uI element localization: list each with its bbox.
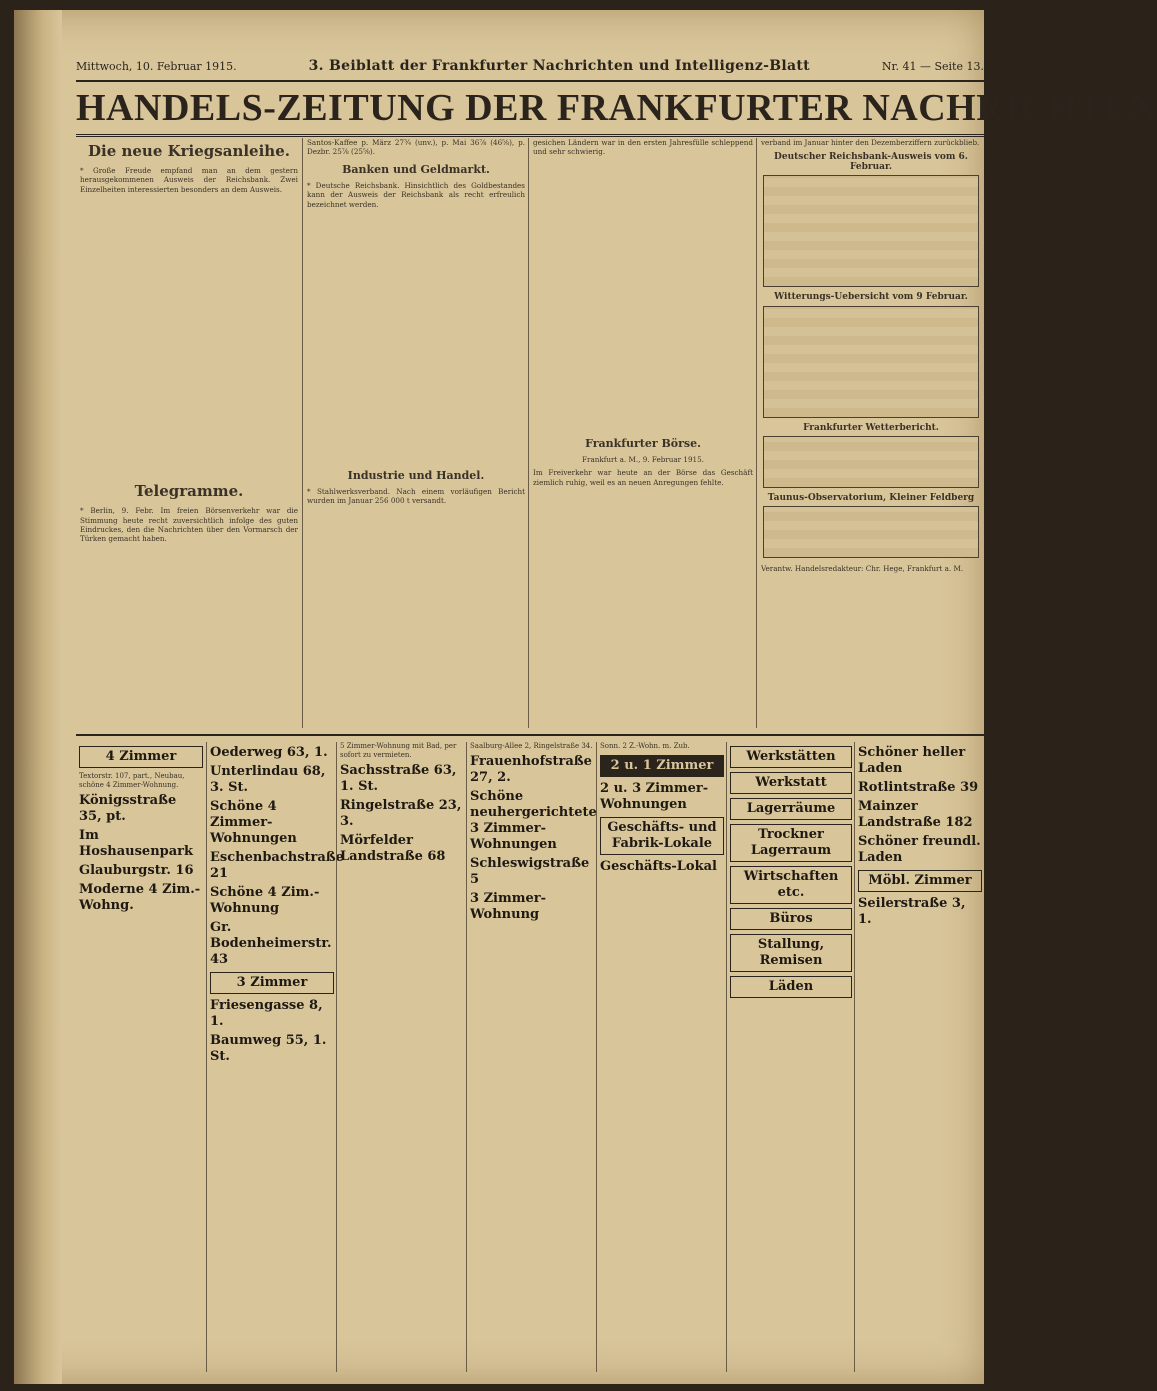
- ad-heading: Königsstraße 35, pt.: [79, 793, 177, 824]
- article-text: verband im Januar hinter den Dezemberziffern zurückblieb.: [761, 138, 980, 147]
- article-text: Santos-Kaffee p. März 27¾ (unv.), p. Mai 36⅞ (46⅝), p. Dezbr. 25⅞ (25⅝).: [307, 138, 525, 157]
- page-header: [76, 55, 984, 77]
- headline-telegramme: Telegramme.: [134, 482, 244, 501]
- ads-column-6: [726, 742, 855, 1372]
- headline-banken: Banken und Geldmarkt.: [342, 162, 490, 176]
- ad-heading: Schöner heller Laden: [858, 745, 966, 776]
- dateline: Frankfurt a. M., 9. Februar 1915.: [582, 454, 704, 464]
- ad-heading: Unterlindau 68, 3. St.: [210, 764, 326, 795]
- article-body: [303, 213, 529, 463]
- ad-section-header: Trockner Lagerraum: [730, 824, 852, 862]
- ad-heading: Ringelstraße 23, 3.: [340, 798, 462, 829]
- ad-text: Saalburg-Allee 2, Ringelstraße 34.: [470, 742, 593, 750]
- page-binding-edge: [14, 10, 62, 1384]
- observatory-table: [763, 506, 979, 558]
- masthead-title: HANDELS-ZEITUNG DER FRANKFURTER NACHRICHTEN: [76, 80, 984, 137]
- ad-section-header: Stallung, Remisen: [730, 934, 852, 972]
- newspaper-page: [14, 10, 1157, 1384]
- ad-section-header: 2 u. 1 Zimmer: [600, 755, 724, 777]
- ad-section-header: Läden: [730, 976, 852, 998]
- ads-column-4: [466, 742, 597, 1372]
- article-text: * Große Freude empfand man an dem gestern herausgekommenen Ausweis der Reichsbank. Zwei Einzelheiten interessierten besonders an dem Ausweis.: [80, 166, 298, 194]
- ad-section-header: Werkstatt: [730, 772, 852, 794]
- ad-heading: Eschenbachstraße 21: [210, 850, 344, 881]
- issue-number: Nr. 41 — Seite 13.: [881, 59, 984, 73]
- ad-section-header: Werkstätten: [730, 746, 852, 768]
- table-title: Deutscher Reichsbank-Ausweis vom 6. Februar.: [774, 152, 968, 172]
- ad-text: Sonn. 2 Z.-Wohn. m. Zub.: [600, 742, 690, 750]
- weather-table: [763, 306, 979, 418]
- ad-section-header: 3 Zimmer: [210, 972, 334, 994]
- article-text: Im Freiverkehr war heute an der Börse das Geschäft ziemlich ruhig, weil es an neuen Anregungen fehlte.: [533, 468, 753, 487]
- ads-column-3: [336, 742, 467, 1372]
- ad-section-header: Geschäfts- und Fabrik-Lokale: [600, 817, 724, 855]
- classified-ads: [76, 734, 984, 1376]
- column-2: [302, 138, 529, 728]
- ad-heading: Frauenhofstraße 27, 2.: [470, 754, 592, 785]
- column-1: [76, 138, 302, 728]
- ad-heading: Baumweg 55, 1. St.: [210, 1033, 327, 1064]
- table-title: Taunus-Observatorium, Kleiner Feldberg: [767, 493, 975, 504]
- table-title: Witterungs-Uebersicht vom 9 Februar.: [774, 292, 968, 303]
- ads-column-2: [206, 742, 344, 1372]
- article-text: * Berlin, 9. Febr. Im freien Börsenverkehr war die Stimmung heute recht zuversichtlich infolge des guten Eindruckes, den die Nachrichten über den Vormarsch der Türken gemacht haben.: [80, 506, 298, 544]
- article-text: * Deutsche Reichsbank. Hinsichtlich des Goldbestandes kann der Ausweis der Reichsbank als recht erfreulich bezeichnet werden.: [307, 180, 525, 209]
- ad-heading: Im Hoshausenpark: [79, 828, 194, 859]
- ad-heading: Oederweg 63, 1.: [210, 745, 328, 760]
- ad-section-header: 4 Zimmer: [79, 746, 203, 768]
- ad-section-header: Lagerräume: [730, 798, 852, 820]
- ad-heading: Glauburgstr. 16: [79, 863, 194, 878]
- ad-section-header: Büros: [730, 908, 852, 930]
- article-text: * Stahlwerksverband. Nach einem vorläufigen Bericht wurden im Januar 256 000 t versandt.: [307, 487, 525, 506]
- ads-column-7: [854, 742, 985, 1372]
- editor-credit: Verantw. Handelsredakteur: Chr. Hege, Frankfurt a. M.: [761, 564, 964, 574]
- headline-kriegsanleihe: Die neue Kriegsanleihe.: [88, 142, 290, 160]
- ad-heading: Mainzer Landstraße 182: [858, 799, 973, 830]
- ad-heading: Geschäfts-Lokal: [600, 859, 717, 874]
- ads-column-1: [76, 742, 206, 1372]
- ads-column-5: [596, 742, 727, 1372]
- ad-heading: Schöne neuhergerichtete 3 Zimmer-Wohnungen: [470, 789, 597, 852]
- reichsbank-table: [763, 175, 979, 287]
- ad-heading: Moderne 4 Zim.-Wohng.: [79, 882, 201, 913]
- ad-heading: Schöne 4 Zimmer-Wohnungen: [210, 799, 297, 846]
- ad-heading: Friesengasse 8, 1.: [210, 998, 323, 1029]
- ad-heading: Sachsstraße 63, 1. St.: [340, 763, 457, 794]
- ad-heading: Schöner freundl. Laden: [858, 834, 981, 865]
- forecast-table: [763, 436, 979, 488]
- ad-heading: Seilerstraße 3, 1.: [858, 896, 966, 927]
- column-4: [756, 138, 985, 728]
- ad-heading: Schleswigstraße 5: [470, 856, 590, 887]
- ad-heading: Gr. Bodenheimerstr. 43: [210, 920, 332, 967]
- ad-heading: Mörfelder Landstraße 68: [340, 833, 446, 864]
- headline-boerse: Frankfurter Börse.: [585, 436, 701, 450]
- ad-heading: Rotlintstraße 39: [858, 780, 979, 795]
- article-text: gesichen Ländern war in den ersten Jahresfülle schleppend und sehr schwierig.: [533, 138, 753, 157]
- ad-heading: Schöne 4 Zim.-Wohnung: [210, 885, 320, 916]
- ad-heading: 3 Zimmer-Wohnung: [470, 891, 547, 922]
- supplement-title: 3. Beiblatt der Frankfurter Nachrichten und Intelligenz-Blatt: [308, 58, 810, 74]
- column-3: [528, 138, 757, 728]
- ad-text: Textorstr. 107, part., Neubau, schöne 4 Zimmer-Wohnung.: [79, 772, 185, 789]
- headline-industrie: Industrie und Handel.: [347, 469, 485, 483]
- table-title: Frankfurter Wetterbericht.: [803, 422, 939, 433]
- article-body: [76, 198, 302, 478]
- ad-heading: 2 u. 3 Zimmer-Wohnungen: [600, 781, 709, 812]
- article-body: [529, 161, 757, 431]
- ad-section-header: Möbl. Zimmer: [858, 870, 982, 892]
- issue-date: Mittwoch, 10. Februar 1915.: [76, 59, 237, 73]
- ad-text: 5 Zimmer-Wohnung mit Bad, per sofort zu vermieten.: [340, 742, 457, 759]
- ad-section-header: Wirtschaften etc.: [730, 866, 852, 904]
